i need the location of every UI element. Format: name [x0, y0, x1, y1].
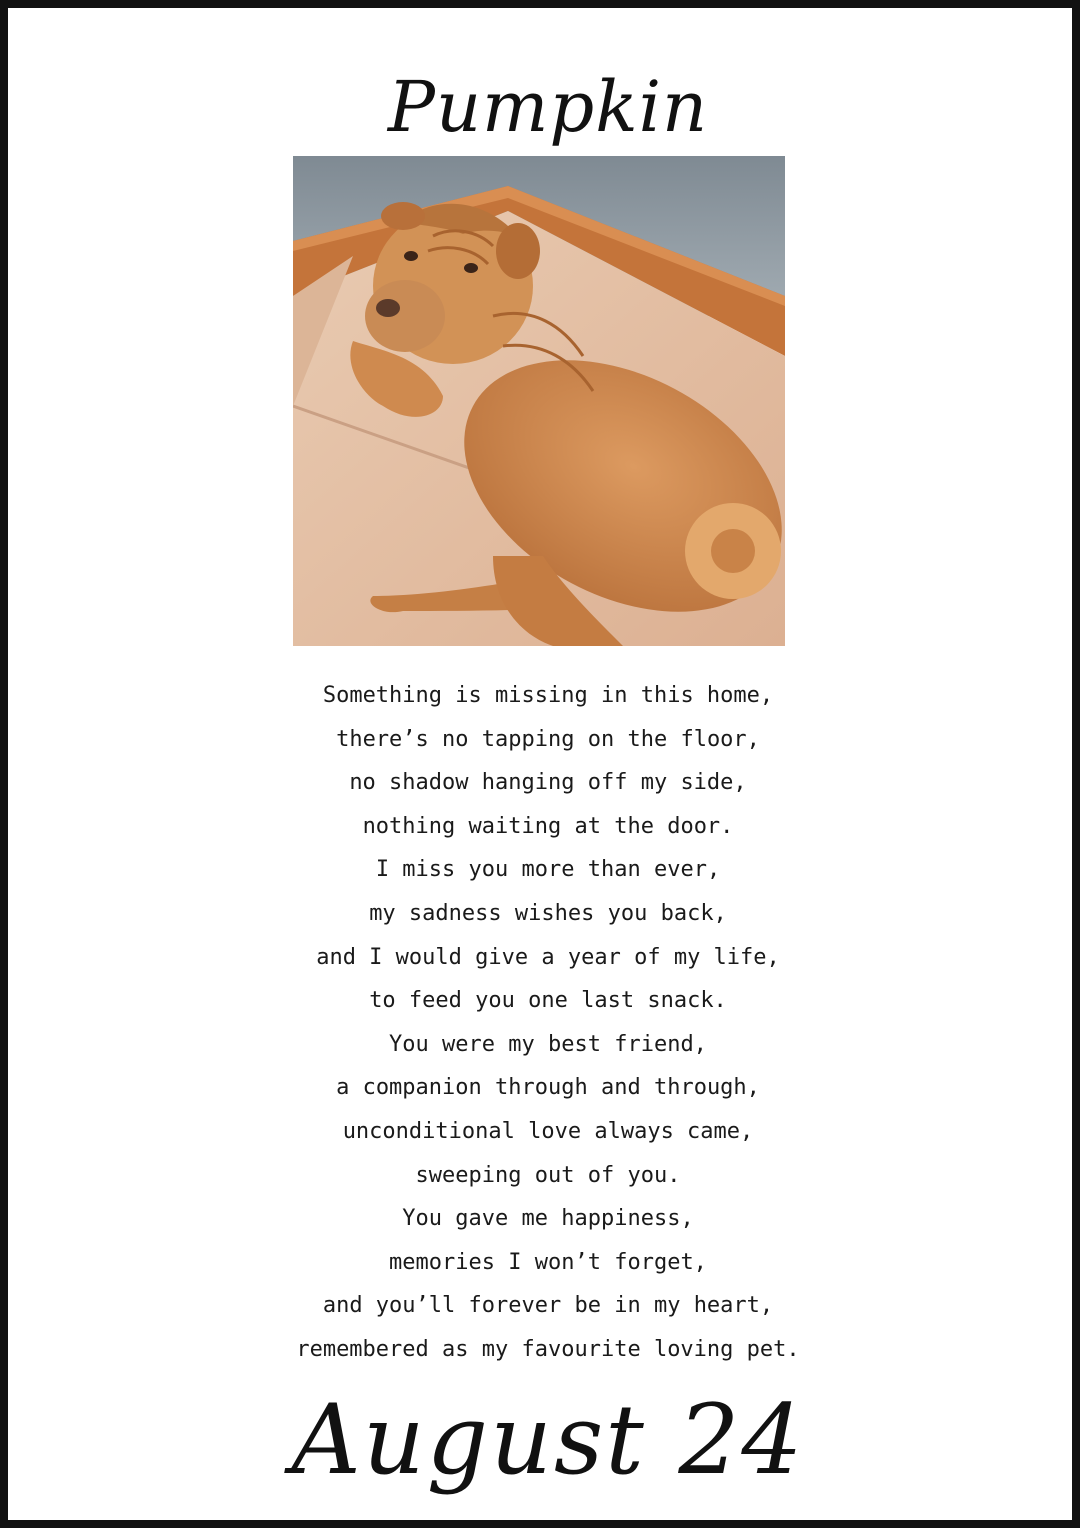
poem-line: no shadow hanging off my side, — [349, 770, 747, 796]
dog-illustration — [293, 156, 785, 646]
poem-line: unconditional love always came, — [342, 1118, 754, 1144]
poem-line: sweeping out of you. — [415, 1162, 681, 1188]
dog-ear — [496, 223, 540, 279]
poem-line: memories I won’t forget, — [389, 1249, 707, 1275]
poem-line: You were my best friend, — [389, 1031, 707, 1057]
poem-line: You gave me happiness, — [402, 1206, 694, 1232]
poem-line: and I would give a year of my life, — [316, 944, 780, 970]
pet-name-title: Pumpkin — [387, 66, 709, 148]
poem-line: a companion through and through, — [336, 1075, 760, 1101]
poem-line: my sadness wishes you back, — [369, 900, 727, 926]
poem-line: and you’ll forever be in my heart, — [322, 1293, 774, 1319]
poem-line: nothing waiting at the door. — [362, 813, 734, 839]
memorial-poem — [8, 674, 1080, 1372]
poem-line: to feed you one last snack. — [369, 988, 727, 1014]
pet-photo — [293, 156, 785, 646]
dog-muzzle — [365, 280, 445, 352]
poem-line: remembered as my favourite loving pet. — [296, 1336, 800, 1362]
memorial-date: August 24 — [291, 1384, 805, 1496]
dog-nose — [376, 299, 400, 317]
dog-eye — [404, 251, 418, 261]
poem-line: there’s no tapping on the floor, — [336, 726, 760, 752]
poem-line: I miss you more than ever, — [375, 857, 721, 883]
poem-line: Something is missing in this home, — [322, 683, 774, 708]
